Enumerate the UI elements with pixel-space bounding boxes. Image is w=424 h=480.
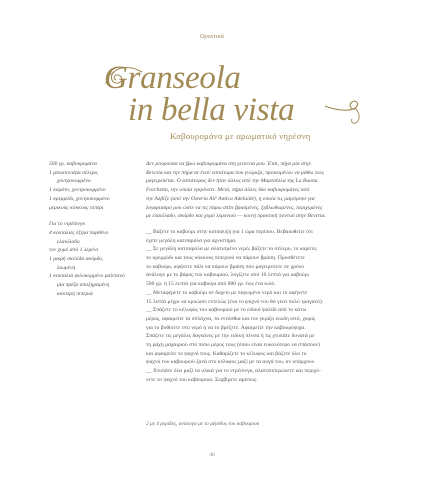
ingredient-line: 1 κρεμμύδι, χοντροκομμένο [49, 195, 110, 202]
page-number: 46 [209, 452, 215, 458]
intro-paragraph [146, 160, 396, 221]
method-line: νετε το ψαχνό του καβουριού. Σερβίρετε αμέσως. [146, 376, 258, 383]
method-line: και αφαιρείτε το ψαχνό τους. Καθαρίζετε το κέλυφος και βάζετε όλο το [146, 350, 307, 357]
method-line: έχετε μεγάλη κατσαρόλα για αχνιστήρα. [146, 237, 237, 244]
method-line: __ Μεταφέρετε το καβούρι σε δοχείο με παγωμένο νερό και το αφήνετε [146, 289, 308, 296]
ingredient-line: 1 καρότο, χοντροκομμένο [49, 187, 106, 194]
method-line: __ Σπάζετε το κέλυφος του καβουριού με το ειδικό ψαλίδι από το κάτω [146, 307, 307, 314]
method-line: ανάλογο με το βάρος του καβουριού, λογίζετε από 10 λεπτά για καβούρι [146, 272, 309, 279]
ingredient-line: ελαιόλαδο [57, 238, 80, 245]
ingredient-line: 1 κουταλιά ψιλοκομμένο μαϊντανό [49, 273, 125, 280]
dressing-heading: Για το ντρέσινγκ [49, 221, 86, 228]
intro-line: λογαριασμό μου ώστε να τις πάρω σπίτι βρασμένες, ξεβλωθωμένες, περιχυμένες [146, 204, 323, 211]
method-line: 15 λεπτά μέχρι να κρυώσει εντελώς (ένα το ψαχνό του θα γίνει πολύ τραγανό). [146, 298, 324, 305]
ingredient-line: μία πρέζα αποξηραμένη [57, 282, 110, 289]
ingredient-line: λιωμένη [57, 264, 76, 271]
servings-note: 2 με 4 μερίδες, ανάλογα με το μέγεθος του καβουριού [146, 421, 260, 427]
ingredient-line: 1 μικρή σκελίδα σκόρδο, [49, 256, 104, 263]
intro-line: Δεν μπορούσα να βρω καβουρομάνα στη γειτονιά μου. Έτσι, πήγα μία στην [146, 161, 312, 167]
ingredient-line: 1 μπουτονιέρα σέλερυ, [49, 169, 99, 176]
method-line: __ Σε μεγάλη κατσαρόλα με αλατισμένο νερό, βάζετε το σέλερυ, το καρότο, [146, 246, 318, 253]
method-line: 500 γρ. ή 15 λεπτά για καβούρι από 800 γρ. έως ένα κιλό. [146, 281, 276, 288]
ingredient-line: 4 κουταλιές έξτρα παρθένο [49, 229, 109, 236]
title-line-1: Granseola [104, 60, 241, 96]
ingredient-line: μερικούς κόκκους πιπέρι [49, 204, 104, 211]
ingredient-line: 500 γρ. καβουρομάνα [49, 161, 97, 167]
intro-line: με ελαιόλαδο, σκόρδο και χυμό λεμονιού — κοινή πρακτική ποντισί στην Βενετία. [146, 213, 326, 220]
title-flourish-right [323, 100, 365, 128]
ingredient-line: χοντροκομμένο [57, 178, 91, 185]
ingredient-line: τον χυμό από 1 λεμόνι [49, 247, 99, 254]
ingredient-line: καυτερή πιπεριά [57, 290, 93, 297]
ingredients-list [49, 160, 131, 299]
title-line-2: in bella vista [128, 92, 295, 128]
method-line: για το βυθίσετε στο νερό ή να το βρέξετε. Αφαιρείτε την καβουρόψιχα. [146, 324, 306, 331]
method-line: το καβούρι, αφήνετε πάλι να πάρουν βράση που μαγειρεύετε σε χρόνο [146, 263, 305, 270]
recipe-body [146, 160, 396, 385]
method-line: τη ράχη μαχαιριού στο πίσω μέρος τους (όπου είναι ευκολότερο να σπάσουν) [146, 342, 320, 349]
method-line: το κρεμμύδι και τους κόκκους πιπεριού να πάρουν βράση. Προσθέτετε [146, 255, 305, 262]
method-line: __ Βάζετε το καβούρι στην κατάψυξη για 1 ώρα περίπου. Βεβαιωθείτε ότι [146, 228, 313, 235]
recipe-subtitle: Καβουρομάνα με αρωματικό νηρέσνη [170, 131, 311, 141]
intro-line: Βενετία και την πήρα σε έναν εστιάτορα που γνώριζα, προκειμένου να μάθω πώς [146, 169, 324, 176]
method-line: Σπάζετε τις μεγάλες δαγκάνες με την ειδική πένσα ή τις χτυπάτε δυνατά με [146, 333, 315, 340]
method-steps [146, 228, 396, 385]
method-line: μέρος, αφαιρείτε τα σπλάχνα, τα εντόσθια και τον γκρίζο ινώδη ιστό, χωρίς [146, 315, 316, 322]
intro-line: Forchetta, την οποία εγκρίνατε. Μετά, πήρα άλλες δύο καβουρομάνες από [146, 187, 310, 194]
method-line: __ Χτυπάτε όλα μαζί τα υλικά για το ντρέσινγκ, αλατοπιπερώνετε και περιχύ- [146, 368, 321, 375]
section-label: Ορεκτικά [199, 33, 225, 40]
intro-line: την Αλβίζε (από την Osteria All' Antica Adelaide), η οποία τις μαγείρεψε για [146, 195, 315, 202]
method-line: ψαχνό του καβουριού ξανά στο κέλυφος μαζί με τα αυγά του, αν υπάρχουν. [146, 359, 316, 366]
intro-line: μαγειρεύεται. Ο εστιάτορας δεν ήταν άλλος από την Μαρτσέλλα της La Buona [146, 178, 318, 185]
